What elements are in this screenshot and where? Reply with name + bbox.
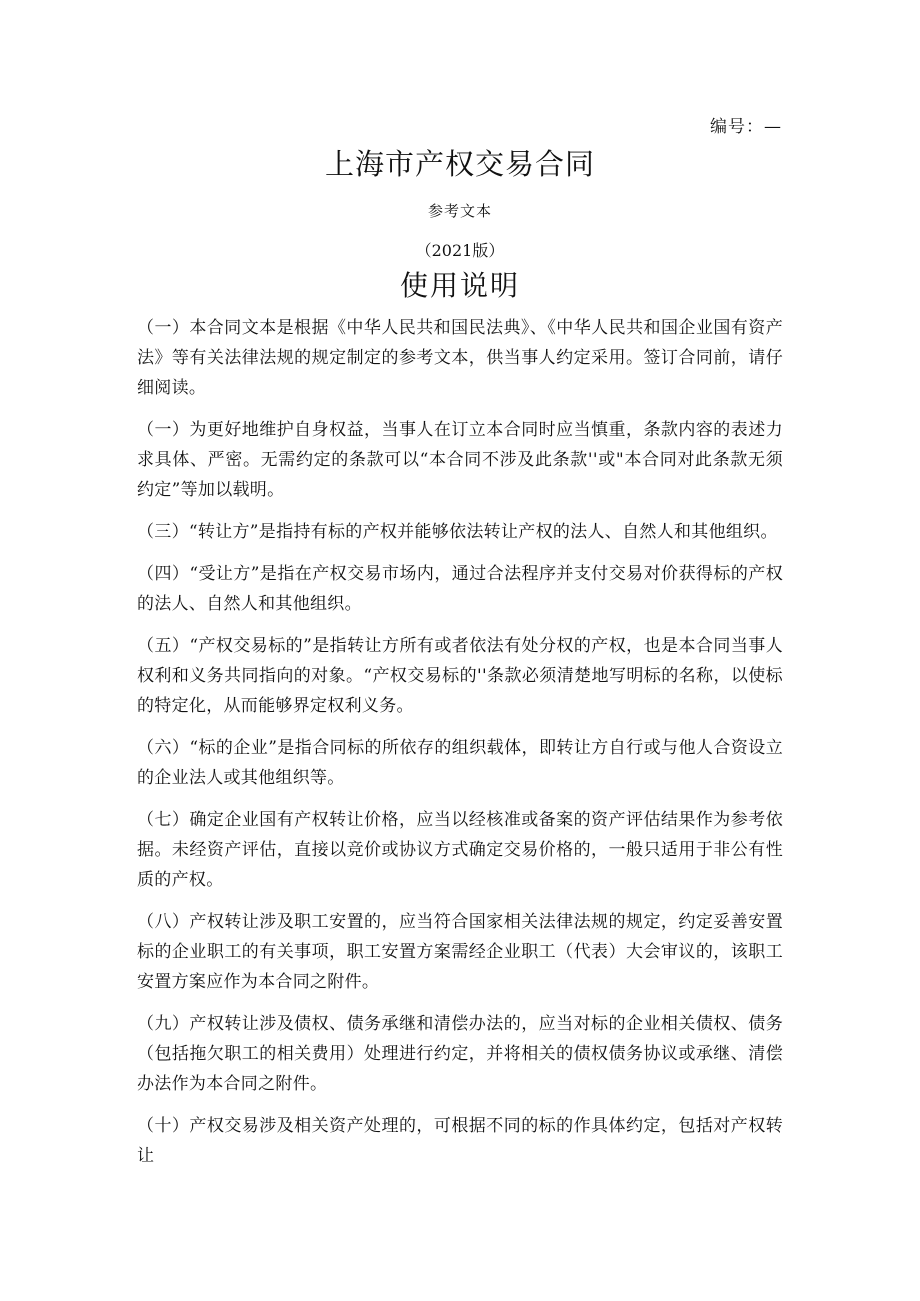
paragraph-4: （四）“受让方”是指在产权交易市场内，通过合法程序并支付交易对价获得标的产权的法人、自然人和其他组织。 [137, 564, 783, 614]
document-version: （2021版） [415, 241, 505, 260]
document-body [137, 313, 783, 1183]
paragraph-1: （一）本合同文本是根据《中华人民共和国民法典》、《中华人民共和国企业国有资产法》等有关法律法规的规定制定的参考文本，供当事人约定采用。签订合同前，请仔细阅读。 [137, 318, 783, 398]
paragraph-5: （五）“产权交易标的”是指转让方所有或者依法有处分权的产权，也是本合同当事人权利和义务共同指向的对象。“产权交易标的''条款必须清楚地写明标的名称，以使标的特定化，从而能够界定权利义务。 [137, 636, 783, 716]
document-number: 编号：— [710, 117, 782, 137]
section-heading: 使用说明 [399, 269, 520, 302]
paragraph-2: （一）为更好地维护自身权益，当事人在订立本合同时应当慎重，条款内容的表述力求具体、严密。无需约定的条款可以“本合同不涉及此条款''或"本合同对此条款无须约定”等加以载明。 [137, 420, 783, 500]
document-subtitle: 参考文本 [427, 202, 492, 220]
paragraph-3: （三）“转让方”是指持有标的产权并能够依法转让产权的法人、自然人和其他组织。 [137, 522, 778, 542]
paragraph-9: （九）产权转让涉及债权、债务承继和清偿办法的，应当对标的企业相关债权、债务（包括拖欠职工的相关费用）处理进行约定，并将相关的债权债务协议或承继、清偿办法作为本合同之附件。 [137, 1014, 783, 1094]
paragraph-7: （七）确定企业国有产权转让价格，应当以经核准或备案的资产评估结果作为参考依据。未经资产评估，直接以竞价或协议方式确定交易价格的，一般只适用于非公有性质的产权。 [137, 810, 783, 890]
paragraph-6: （六）“标的企业”是指合同标的所依存的组织载体，即转让方自行或与他人合资设立的企业法人或其他组织等。 [137, 738, 783, 788]
paragraph-10: （十）产权交易涉及相关资产处理的，可根据不同的标的作具体约定，包括对产权转让 [137, 1116, 783, 1166]
document-title: 上海市产权交易合同 [324, 147, 595, 181]
paragraph-8: （八）产权转让涉及职工安置的，应当符合国家相关法律法规的规定，约定妥善安置标的企业职工的有关事项，职工安置方案需经企业职工（代表）大会审议的，该职工安置方案应作为本合同之附件。 [137, 912, 783, 992]
